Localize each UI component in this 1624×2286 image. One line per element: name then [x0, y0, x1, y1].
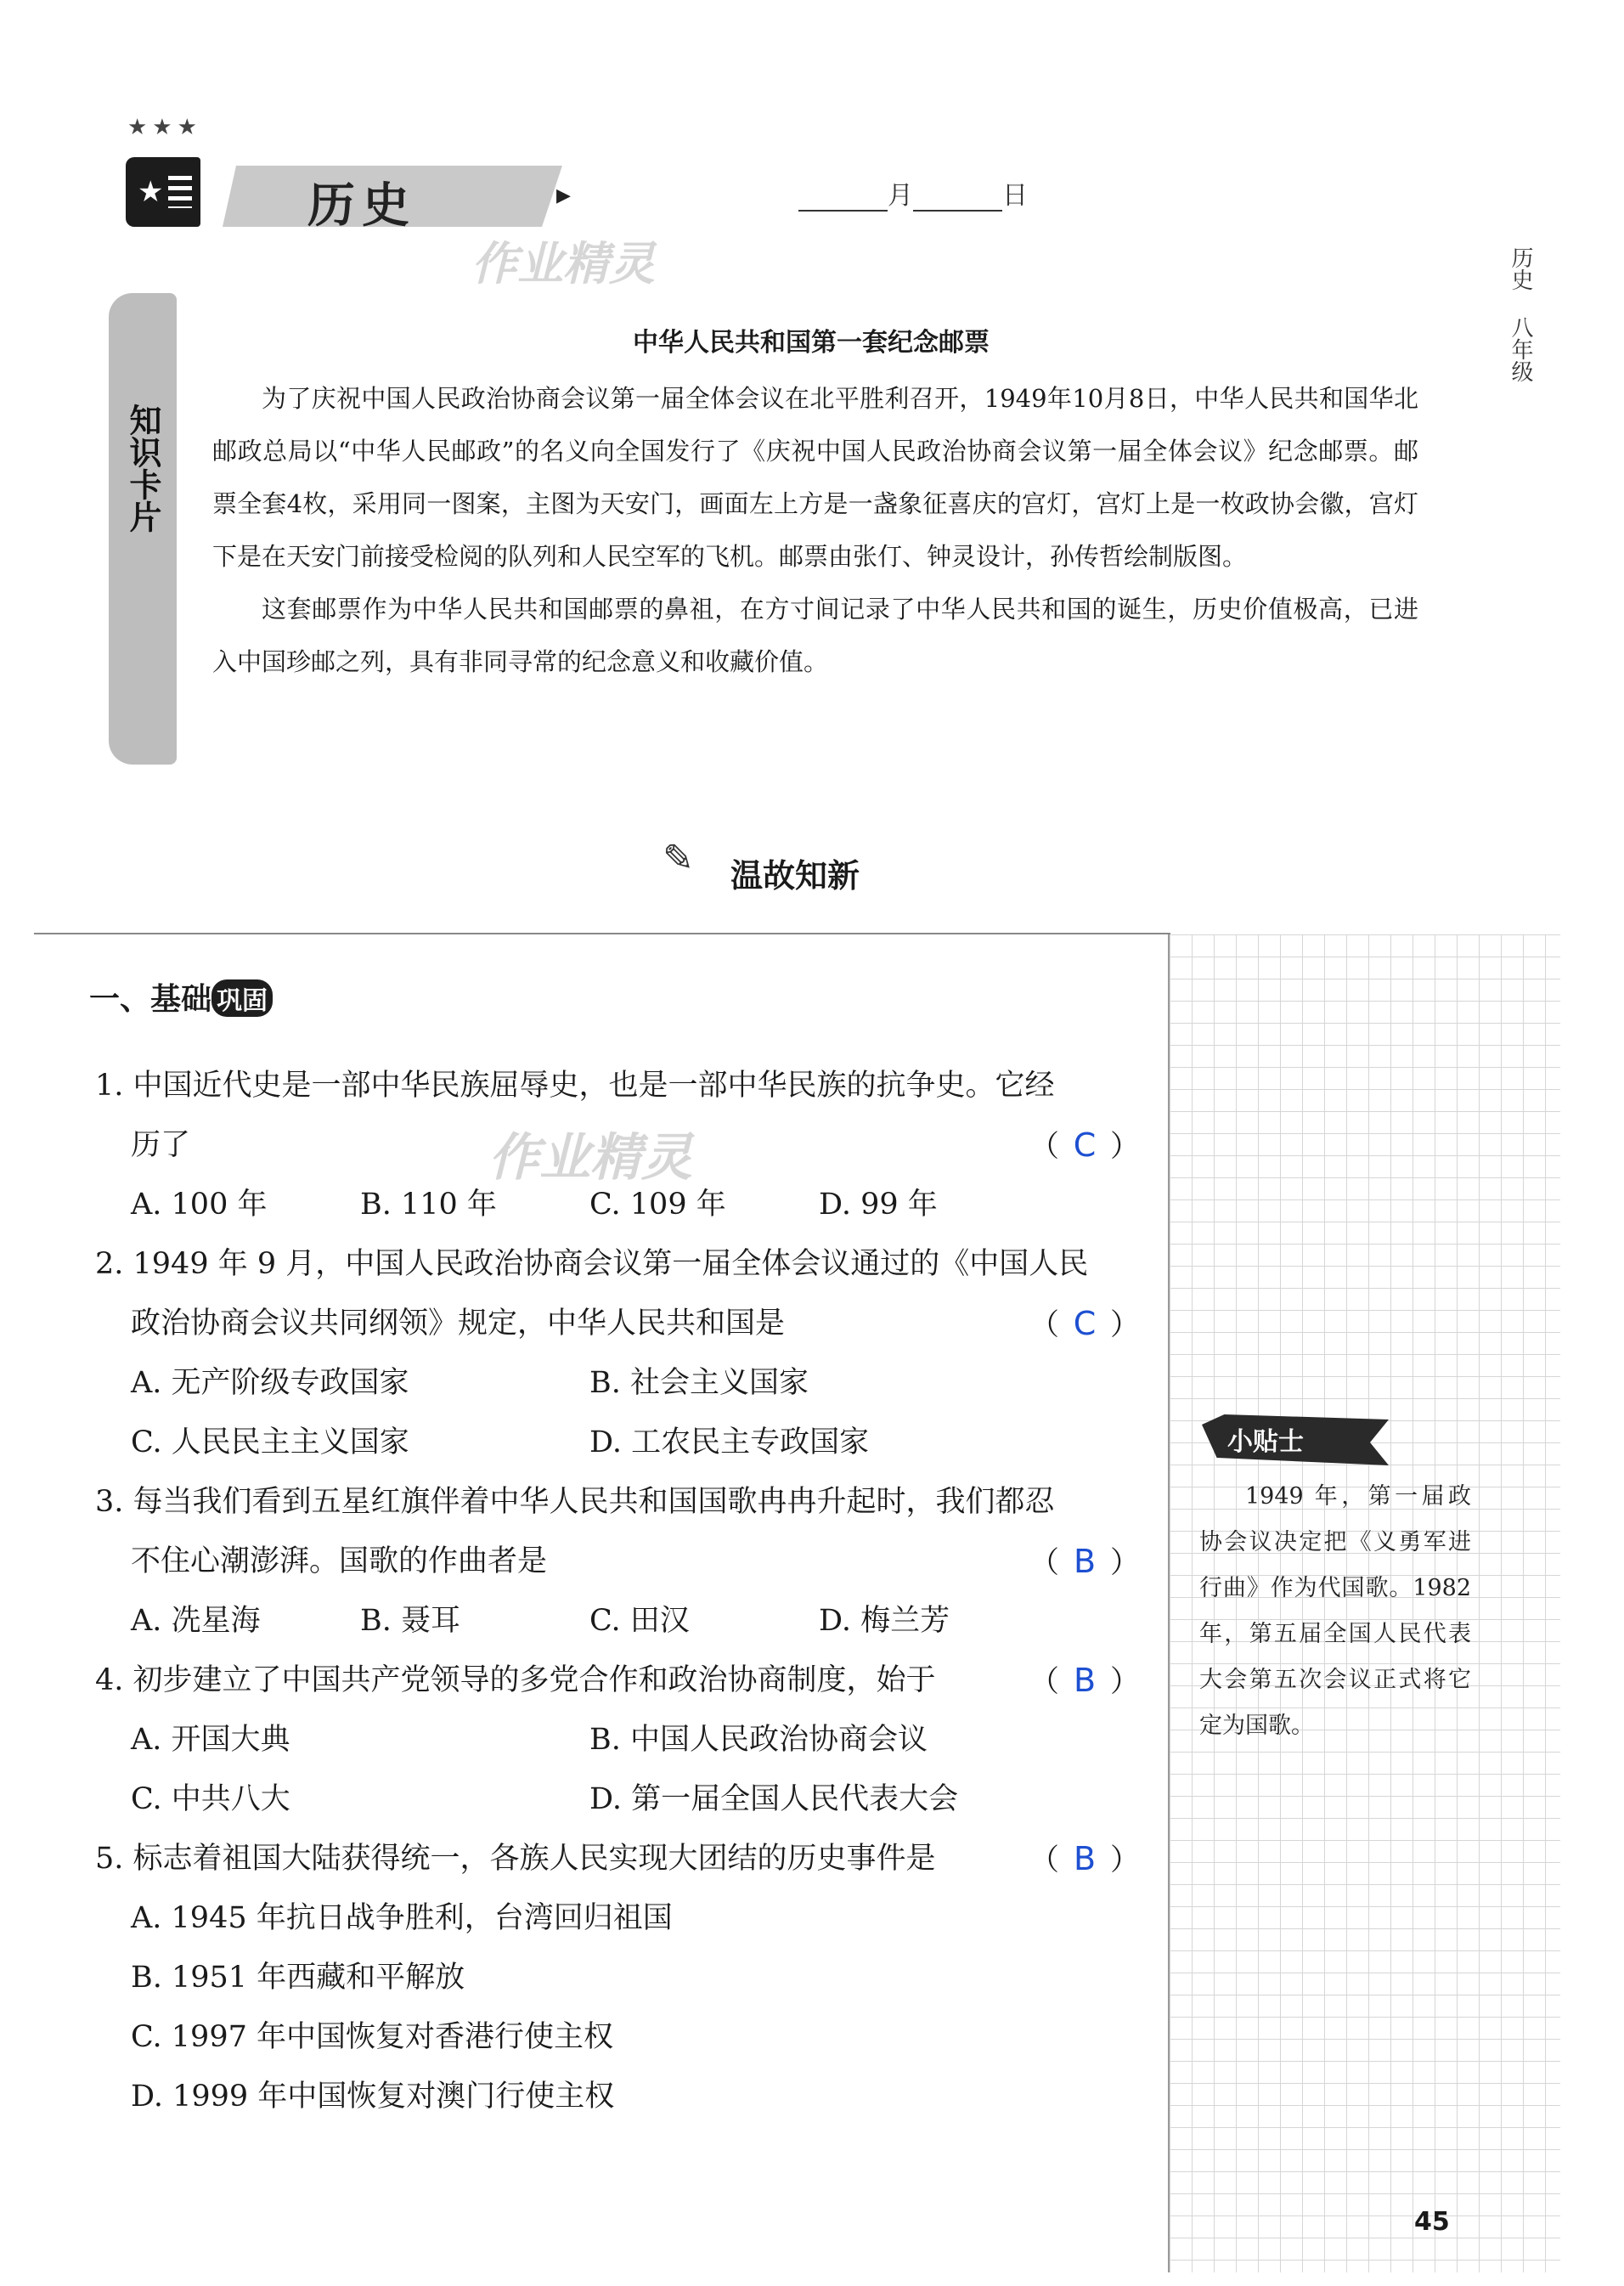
date-field: [798, 174, 1028, 212]
option: D. 1999 年中国恢复对澳门行使主权: [131, 2080, 615, 2114]
watermark: 作业精灵: [488, 1128, 692, 1188]
answer-box: （ B ）: [1029, 1532, 1140, 1593]
options: [95, 1413, 1140, 1472]
question-2: [95, 1234, 1140, 1472]
option: B. 中国人民政治协商会议: [589, 1723, 928, 1757]
part-badge: 巩固: [211, 979, 273, 1017]
side-tab-subject: 历史: [1508, 246, 1533, 291]
option: B. 110 年: [360, 1188, 497, 1222]
knowledge-paragraph: 这套邮票作为中华人民共和国邮票的鼻祖，在方寸间记录了中华人民共和国的诞生，历史价值极高，已进入中国珍邮之列，具有非同寻常的纪念意义和收藏价值。: [212, 595, 1418, 676]
answer-box: （ B ）: [1029, 1651, 1140, 1712]
question-stem-cont: 政治协商会议共同纲领》规定，中华人民共和国是: [131, 1307, 786, 1341]
watermark: 作业精灵: [471, 237, 655, 291]
part-prefix: 一、基础: [89, 982, 212, 1017]
knowledge-paragraph: 为了庆祝中国人民政治协商会议第一届全体会议在北平胜利召开，1949年10月8日，中华人民共和国华北邮政总局以“中华人民邮政”的名义向全国发行了《庆祝中国人民政治协商会议第一届全体会议》纪念邮票。邮票全套4枚，采用同一图案，主图为天安门，画面左上方是一盏象征喜庆的宫灯，宫灯上是一枚政协会徽，宫灯下是在天安门前接受检阅的队列和人民空军的飞机。邮票由张仃、钟灵设计，孙传哲绘制版图。: [212, 384, 1418, 571]
option: A. 1945 年抗日战争胜利，台湾回归祖国: [131, 1901, 673, 1935]
question-1: [95, 1056, 1140, 1234]
option: B. 1951 年西藏和平解放: [131, 1961, 465, 1995]
tips-body: [1199, 1474, 1471, 1749]
option: D. 梅兰芳: [819, 1604, 950, 1638]
knowledge-card-label: 知识卡片: [124, 404, 162, 533]
option: B. 聂耳: [360, 1604, 460, 1638]
option: C. 人民民主主义国家: [131, 1425, 409, 1459]
month-label: 月: [888, 181, 913, 211]
arrow-icon: ▶: [556, 185, 571, 206]
option: D. 工农民主专政国家: [589, 1425, 870, 1459]
side-tab-grade: 八年级: [1508, 316, 1533, 382]
options: [95, 1353, 1140, 1413]
page-number: 45: [1414, 2207, 1450, 2237]
subject-title: 历史: [307, 178, 416, 234]
question-stem: 3. 每当我们看到五星红旗伴着中华人民共和国国歌冉冉升起时，我们都忍: [95, 1485, 1055, 1519]
tips-label: 小贴士: [1227, 1427, 1304, 1457]
answer: C: [1073, 1305, 1097, 1342]
question-stem: 5. 标志着祖国大陆获得统一，各族人民实现大团结的历史事件是: [95, 1842, 936, 1876]
options: [95, 1710, 1140, 1770]
option: D. 第一届全国人民代表大会: [589, 1782, 959, 1816]
question-5: [95, 1829, 1140, 2126]
options: [95, 1591, 1140, 1651]
question-stem: 2. 1949 年 9 月，中国人民政治协商会议第一届全体会议通过的《中国人民: [95, 1247, 1089, 1281]
option: D. 99 年: [819, 1188, 938, 1222]
answer-box: （ C ）: [1029, 1115, 1140, 1177]
question-4: [95, 1651, 1140, 1829]
part-title: [89, 975, 273, 1019]
knowledge-card-body: [212, 372, 1418, 688]
answer: C: [1073, 1126, 1097, 1164]
answer: B: [1073, 1543, 1097, 1580]
option: C. 109 年: [589, 1188, 726, 1222]
knowledge-card-title: 中华人民共和国第一套纪念邮票: [633, 328, 990, 358]
tips-text: 1949 年，第一届政协会议决定把《义勇军进行曲》作为代国歌。1982 年，第五届全国人民代表大会第五次会议正式将它定为国歌。: [1199, 1483, 1471, 1739]
answer: B: [1073, 1840, 1097, 1877]
day-label: 日: [1002, 181, 1028, 211]
answer-box: （ C ）: [1029, 1294, 1140, 1355]
question-3: [95, 1472, 1140, 1651]
option: B. 社会主义国家: [589, 1366, 809, 1400]
option: A. 无产阶级专政国家: [131, 1366, 409, 1400]
stars-decoration-icon: ★★★: [127, 115, 202, 140]
answer-box: （ B ）: [1029, 1829, 1140, 1890]
section-title: 温故知新: [730, 857, 860, 895]
divider: [34, 933, 1170, 934]
question-stem-cont: 历了: [131, 1128, 191, 1162]
question-stem-cont: 不住心潮澎湃。国歌的作曲者是: [131, 1544, 548, 1578]
option: C. 中共八大: [131, 1782, 290, 1816]
book-logo-icon: ★: [126, 157, 200, 227]
option: A. 100 年: [131, 1188, 268, 1222]
option: C. 1997 年中国恢复对香港行使主权: [131, 2020, 613, 2054]
options: [95, 1770, 1140, 1829]
knowledge-card-tab: [109, 293, 177, 765]
option: C. 田汉: [589, 1604, 690, 1638]
side-tab: [1495, 246, 1546, 382]
option: A. 开国大典: [131, 1723, 290, 1757]
answer: B: [1073, 1662, 1097, 1699]
question-stem: 1. 中国近代史是一部中华民族屈辱史，也是一部中华民族的抗争史。它经: [95, 1069, 1055, 1103]
option: A. 冼星海: [131, 1604, 261, 1638]
options: [95, 1175, 1140, 1234]
pencil-icon: ✎: [663, 837, 694, 880]
question-stem: 4. 初步建立了中国共产党领导的多党合作和政治协商制度，始于: [95, 1663, 936, 1697]
